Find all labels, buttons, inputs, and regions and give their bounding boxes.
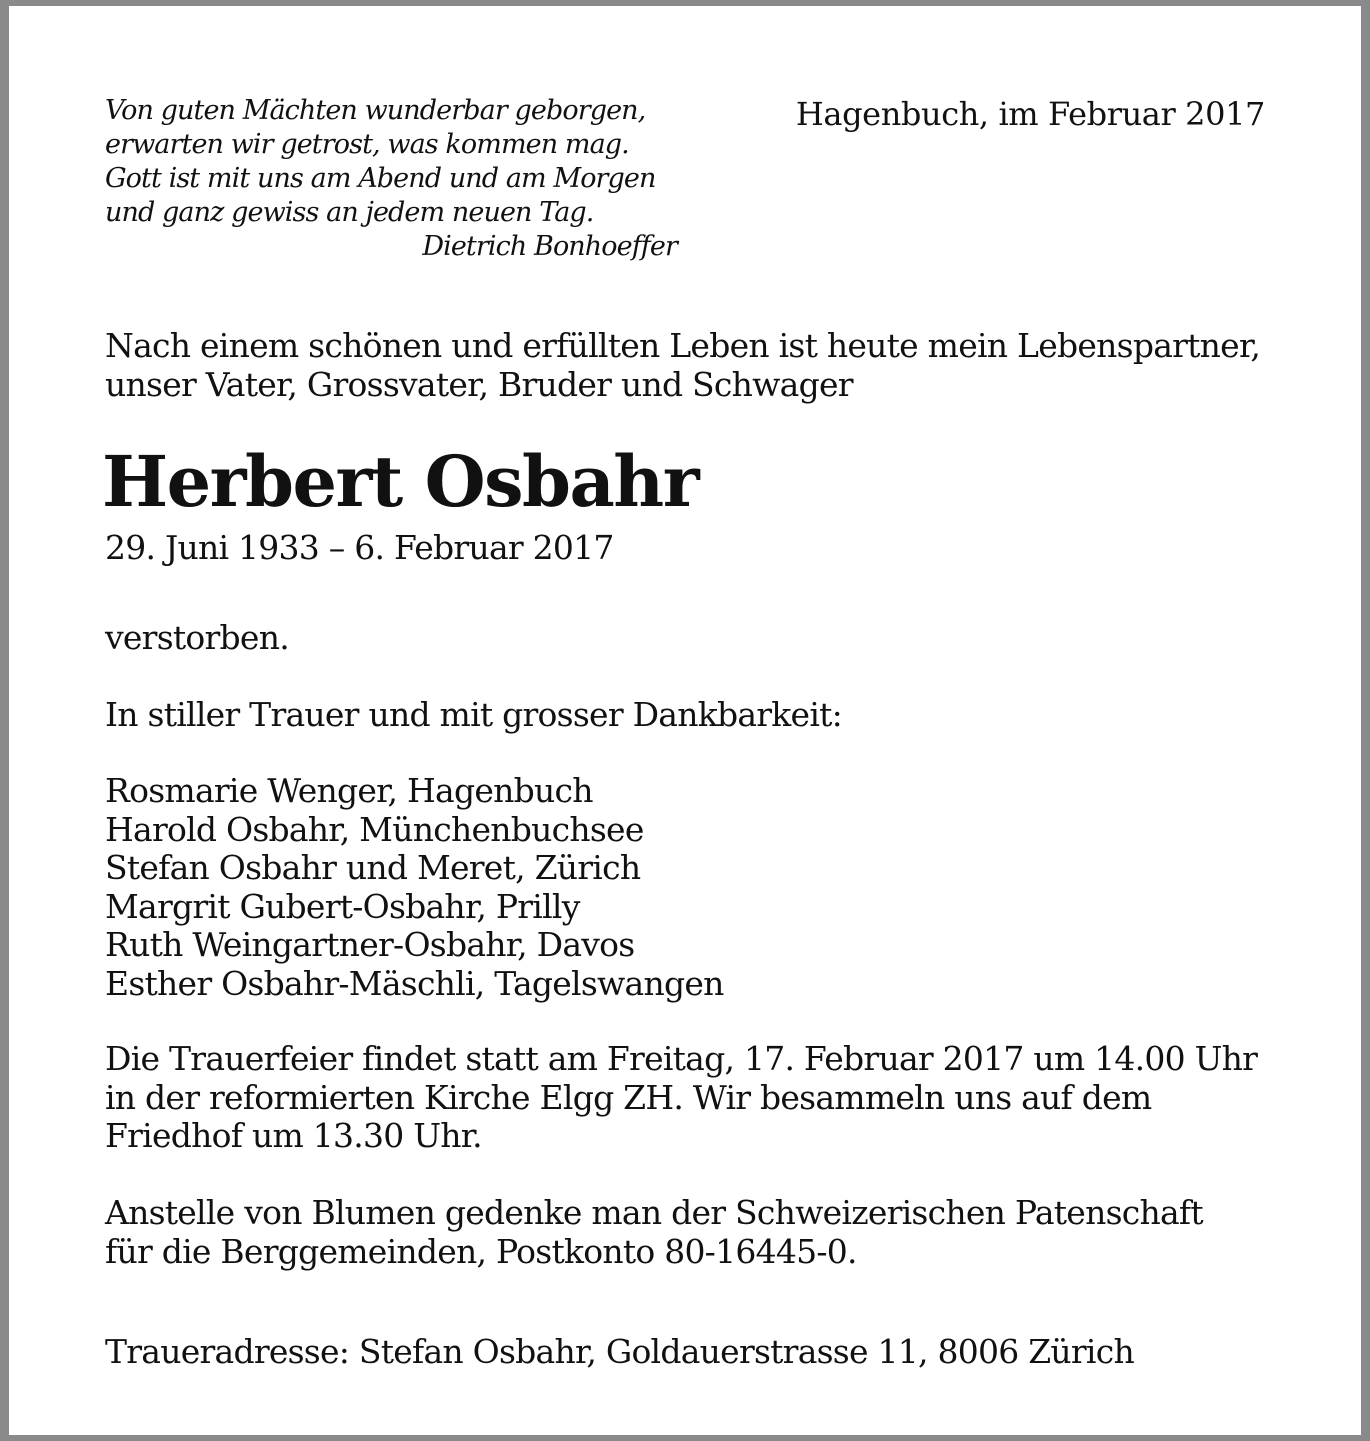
service-info [105, 1040, 1257, 1156]
intro-text [105, 327, 1260, 404]
quote-line: Von guten Mächten wunderbar geborgen, [105, 95, 646, 126]
life-dates: 29. Juni 1933 – 6. Februar 2017 [105, 528, 614, 567]
intro-line: Nach einem schönen und erfüllten Leben ist heute mein Lebenspartner, [105, 326, 1261, 365]
family-list [105, 772, 724, 1003]
quote-line: Gott ist mit uns am Abend und am Morgen [105, 163, 656, 194]
family-member: Margrit Gubert-Osbahr, Prilly [105, 886, 580, 926]
family-member: Harold Osbahr, Münchenbuchsee [105, 809, 644, 849]
family-member: Rosmarie Wenger, Hagenbuch [105, 771, 593, 810]
deceased-name: Herbert Osbahr [102, 440, 699, 523]
service-line: in der reformierten Kirche Elgg ZH. Wir besammeln uns auf dem [105, 1077, 1152, 1117]
donation-line: Anstelle von Blumen gedenke man der Schweizerischen Patenschaft [105, 1193, 1203, 1232]
family-member: Ruth Weingartner-Osbahr, Davos [105, 925, 635, 964]
place-date: Hagenbuch, im Februar 2017 [795, 95, 1265, 133]
mourning-address: Traueradresse: Stefan Osbahr, Goldauerstrasse 11, 8006 Zürich [105, 1332, 1134, 1371]
donation-line: für die Berggemeinden, Postkonto 80-16445-0. [105, 1231, 857, 1271]
intro-line: unser Vater, Grossvater, Bruder und Schwager [105, 364, 853, 404]
mourning-line: In stiller Trauer und mit grosser Dankbarkeit: [105, 695, 843, 734]
died-text: verstorben. [105, 618, 289, 657]
family-member: Esther Osbahr-Mäschli, Tagelswangen [105, 963, 724, 1003]
service-line: Friedhof um 13.30 Uhr. [105, 1116, 482, 1155]
quote-line: und ganz gewiss an jedem neuen Tag. [105, 197, 594, 228]
quote-author: Dietrich Bonhoeffer [422, 231, 677, 262]
family-member: Stefan Osbahr und Meret, Zürich [105, 848, 641, 887]
service-line: Die Trauerfeier findet statt am Freitag, 17. Februar 2017 um 14.00 Uhr [105, 1039, 1258, 1078]
bonhoeffer-quote [105, 94, 685, 264]
quote-line: erwarten wir getrost, was kommen mag. [105, 129, 629, 160]
donation-info [105, 1194, 1203, 1271]
